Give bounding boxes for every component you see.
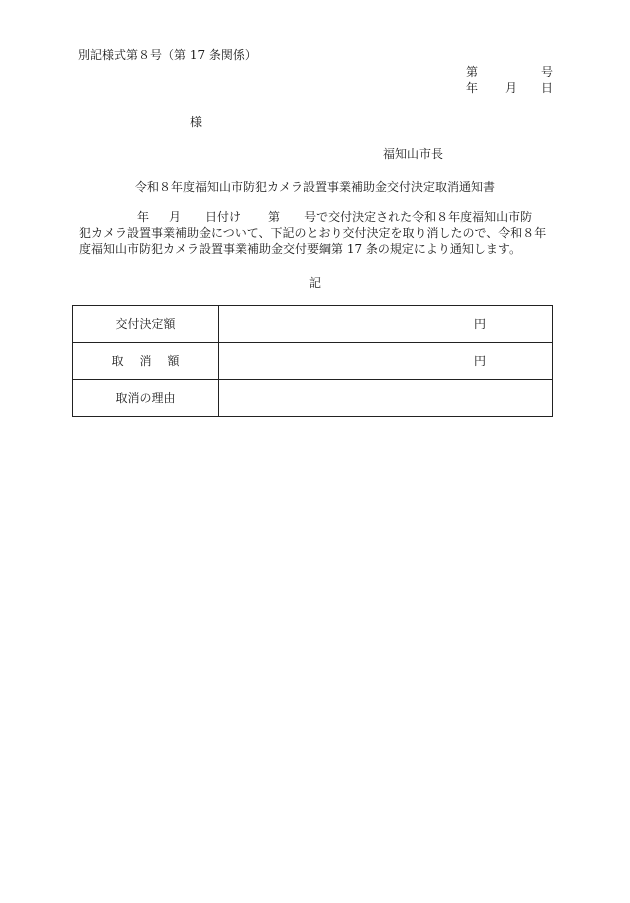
yen-unit: 円	[474, 354, 487, 368]
form-number: 別記様式第８号（第 17 条関係）	[78, 48, 257, 62]
date-month-label: 月	[505, 81, 518, 95]
addressee-suffix: 様	[190, 115, 203, 129]
table-row	[73, 343, 553, 380]
body-text-line-1	[79, 211, 552, 223]
grant-amount-label: 交付決定額	[73, 306, 219, 343]
table-row	[73, 380, 553, 417]
cancel-amount-field[interactable]	[219, 343, 553, 380]
grant-amount-field[interactable]	[219, 306, 553, 343]
document-title: 令和８年度福知山市防犯カメラ設置事業補助金交付決定取消通知書	[134, 180, 495, 194]
body-month-label: 月	[169, 210, 182, 224]
cancel-amount-label: 取 消 額	[73, 343, 219, 380]
body-text-line-3: 度福知山市防犯カメラ設置事業補助金交付要綱第 17 条の規定により通知します。	[79, 242, 521, 256]
detail-table	[72, 305, 553, 417]
body-text-line-2: 犯カメラ設置事業補助金について、下記のとおり交付決定を取り消したので、令和８年	[79, 226, 547, 240]
document-number-label: 第	[466, 65, 479, 79]
document-number-suffix: 号	[541, 65, 554, 79]
date-day-label: 日	[541, 81, 554, 95]
table-row	[73, 306, 553, 343]
ki-heading: 記	[308, 276, 321, 290]
yen-unit: 円	[474, 317, 487, 331]
issuer-name: 福知山市長	[383, 147, 444, 161]
body-line-1-rest: 号で交付決定された令和８年度福知山市防	[304, 210, 533, 224]
cancel-reason-label: 取消の理由	[73, 380, 219, 417]
body-number-prefix: 第	[268, 210, 281, 224]
body-date-suffix: 日付け	[205, 210, 242, 224]
cancel-reason-field[interactable]	[219, 380, 553, 417]
date-year-label: 年	[466, 81, 479, 95]
body-year-label: 年	[137, 210, 150, 224]
